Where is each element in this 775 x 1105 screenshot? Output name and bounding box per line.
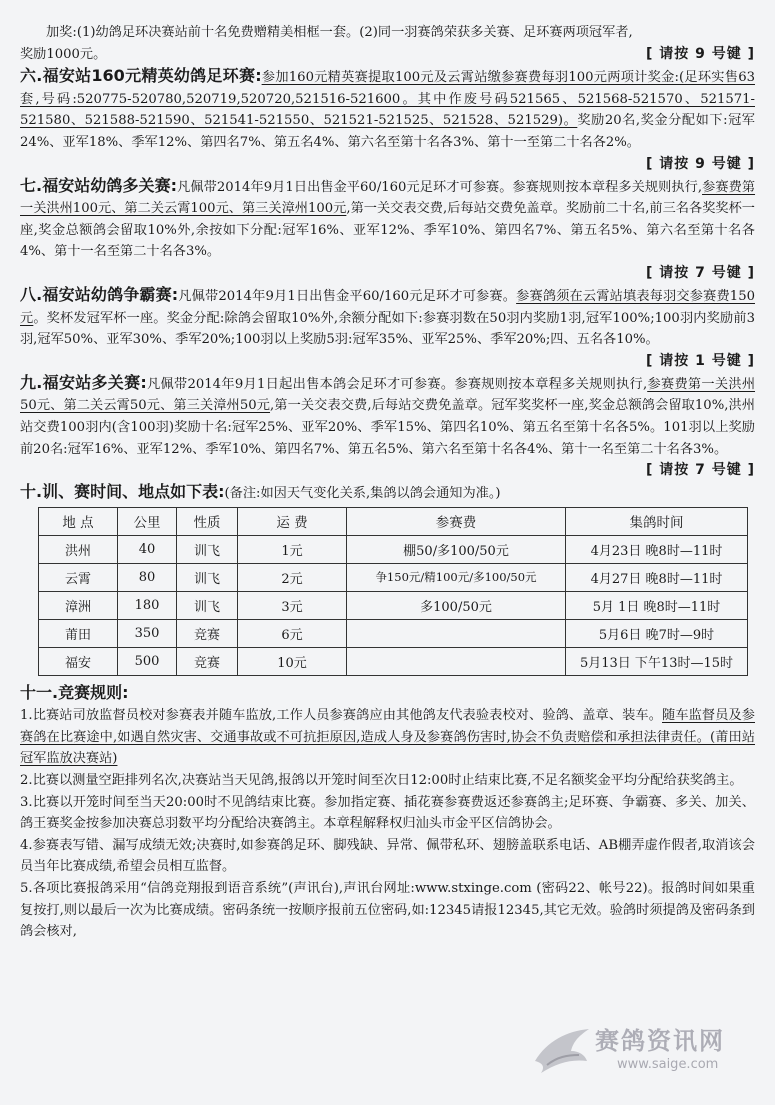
section-6-text: 奖励20名,奖金分配如下:冠军24%、亚军18%、季军12%、第四名7%、第五名4%、第六名至第十名各3%、第十一至第二十名各2%。 (20, 113, 755, 150)
section-7-heading: 七.福安站幼鸽多关赛: (20, 175, 178, 195)
cell-type: 竞赛 (177, 619, 238, 647)
cell-entry-fee: 棚50/多100/50元 (347, 535, 566, 563)
header-entry-fee: 参赛费 (347, 507, 566, 535)
header-distance: 公里 (118, 507, 177, 535)
section-8-key-line (20, 351, 755, 372)
table-row (39, 619, 748, 647)
section-11 (20, 682, 755, 706)
section-7-text-1: 凡佩带2014年9月1日出售金平60/160元足环才可参赛。参赛规则按本章程多关规则执行, (177, 179, 703, 195)
section-8-underlined: 参赛鸽须在云霄站填表每羽交参赛费150元 (20, 288, 755, 326)
rule-3: 3.比赛以开笼时间至当天20:00时不见鸽结束比赛。参加指定赛、插花赛参赛费返还参赛鸽主;足环赛、争霸赛、多关、加关、鸽王赛奖金按参加决赛总羽数平均分配给决赛鸽主。本章程解释权归汕头市金平区信鸽协会。 (20, 794, 755, 832)
document-page (20, 22, 755, 943)
rule-1 (20, 705, 755, 770)
dove-logo-icon (527, 1021, 597, 1081)
section-9-text-1: 凡佩带2014年9月1日起出售本鸽会足环才可参赛。参赛规则按本章程多关规则执行, (146, 376, 648, 392)
cell-distance: 350 (118, 619, 177, 647)
section-7-text-2: ,第一关交表交费,后每站交费免盖章。奖励前二十名,前三名各奖奖杯一座,奖金总额鸽会留取10%外,余按如下分配:冠军16%、亚军12%、季军10%、第四名7%、第五名5%、第六名至第十名各4%、第十一名至第二十名各3%。 (20, 201, 755, 260)
cell-entry-fee (347, 619, 566, 647)
section-10 (20, 481, 755, 505)
cell-location: 云霄 (39, 563, 118, 591)
section-9-key-hint: [ 请按 7 号键 ] (645, 462, 755, 479)
section-8-text-1: 凡佩带2014年9月1日出售金平60/160元足环才可参赛。 (178, 288, 517, 304)
cell-freight: 2元 (238, 563, 347, 591)
bonus-line-1: 加奖:(1)幼鸽足环决赛站前十名免费赠精美相框一套。(2)同一羽赛鸽荣获多关赛、足环赛两项冠军者, (46, 25, 633, 40)
section-9-underlined: 参赛费第一关洪州50元、第二关云霄50元、第三关漳州50元 (20, 376, 756, 414)
watermark-url: www.saige.com (617, 1057, 719, 1072)
header-freight: 运 费 (238, 507, 347, 535)
cell-collection-time: 5月 1日 晚8时—11时 (566, 591, 748, 619)
rule-1-underlined: 随车监督员及参赛鸽在比赛途中,如遇自然灾害、交通事故或不可抗拒原因,造成人身及参赛鸽伤害时,协会不负责赔偿和承担法律责任。(莆田站冠军监放决赛站) (20, 708, 755, 767)
section-6 (20, 65, 755, 153)
cell-entry-fee (347, 647, 566, 675)
cell-freight: 3元 (238, 591, 347, 619)
section-7-underlined: 参赛费第一关洪州100元、第二关云霄100元、第三关漳州100元 (20, 179, 756, 217)
cell-location: 莆田 (39, 619, 118, 647)
rule-4: 4.参赛表写错、漏写成绩无效;决赛时,如参赛鸽足环、脚残缺、异常、佩带私环、翅膀盖联系电话、AB棚弄虚作假者,取消该会员当年比赛成绩,希望会员相互监督。 (20, 837, 755, 875)
section-10-note: (备注:如因天气变化关系,集鸽以鸽会通知为准。) (224, 486, 501, 502)
table-row (39, 647, 748, 675)
section-11-heading: 十一.竞赛规则: (20, 682, 129, 702)
section-7-key-hint: [ 请按 7 号键 ] (645, 264, 755, 281)
rule-2: 2.比赛以测量空距排列名次,决赛站当天见鸽,报鸽以开笼时间至次日12:00时止结束比赛,不足名额奖金平均分配给获奖鸽主。 (20, 773, 743, 789)
cell-entry-fee: 争150元/精100元/多100/50元 (347, 563, 566, 591)
header-location: 地 点 (39, 507, 118, 535)
cell-collection-time: 5月6日 晚7时—9时 (566, 619, 748, 647)
cell-collection-time: 4月23日 晚8时—11时 (566, 535, 748, 563)
table-row (39, 535, 748, 563)
section-6-heading: 六.福安站160元精英幼鸽足环赛: (20, 66, 262, 86)
cell-distance: 40 (118, 535, 177, 563)
section-8-text-2: 。奖杯发冠军杯一座。奖金分配:除鸽会留取10%外,余额分配如下:参赛羽数在50羽内奖励1羽,冠军100%;100羽内奖励前3羽,冠军50%、亚军30%、季军20%;100羽以上奖励5羽:冠军35%、亚军25%、季军20%;四、五名各10%。 (20, 310, 755, 348)
cell-type: 竞赛 (177, 647, 238, 675)
section-8 (20, 284, 755, 351)
section-9 (20, 372, 755, 460)
rule-5: 5.各项比赛报鸽采用“信鸽竞翔报到语音系统”(声讯台),声讯台网址:www.stxinge.com (密码22、帐号22)。报鸽时间如果重复按打,则以最后一次为比赛成绩。密码条统一按顺序报前五位密码,如:12345请报12345,其它无效。验鸽时须提鸽及密码条到鸽会核对, (20, 881, 755, 940)
section-9-key-line (20, 460, 755, 481)
table-row (39, 563, 748, 591)
section-7 (20, 175, 755, 263)
cell-freight: 10元 (238, 647, 347, 675)
cell-type: 训飞 (177, 535, 238, 563)
rules-list (20, 705, 755, 943)
cell-location: 漳洲 (39, 591, 118, 619)
section-8-heading: 八.福安站幼鸽争霸赛: (20, 284, 179, 304)
cell-freight: 6元 (238, 619, 347, 647)
cell-type: 训飞 (177, 591, 238, 619)
section-8-key-hint: [ 请按 1 号键 ] (645, 352, 755, 369)
section-9-text-2: ,第一关交表交费,后每站交费免盖章。冠军奖奖杯一座,奖金总额鸽会留取10%,洪州站交费100羽内(含100羽)奖励十名:冠军25%、亚军20%、季军15%、第四名10%、第五名至第十名各5%。101羽以上奖励前20名:冠军16%、亚军12%、季军10%、第四名7%、第五名5%、第六名至第十名各4%、第十一名至第二十名各3%。 (20, 398, 755, 457)
cell-distance: 500 (118, 647, 177, 675)
section-6-underlined: 参加160元精英赛提取100元及云霄站缴参赛费每羽100元两项计奖金:(足环实售63套,号码:520775-520780,520719,520720,521516-521600。其中作废号码521565、521568-521570、521571-521580、521588-521590、521541-521550、521521-521525、521528、521529)。 (20, 70, 755, 129)
cell-distance: 80 (118, 563, 177, 591)
cell-collection-time: 4月27日 晚8时—11时 (566, 563, 748, 591)
cell-location: 洪州 (39, 535, 118, 563)
schedule-header-row (39, 507, 748, 535)
header-collection-time: 集鸽时间 (566, 507, 748, 535)
section-7-key-line (20, 263, 755, 284)
bonus-line-2 (20, 44, 755, 66)
section-10-heading: 十.训、赛时间、地点如下表: (20, 482, 225, 502)
cell-entry-fee: 多100/50元 (347, 591, 566, 619)
cell-distance: 180 (118, 591, 177, 619)
bonus-line-2-text: 奖励1000元。 (20, 46, 107, 62)
cell-type: 训飞 (177, 563, 238, 591)
header-type: 性质 (177, 507, 238, 535)
cell-collection-time: 5月13日 下午13时—15时 (566, 647, 748, 675)
table-row (39, 591, 748, 619)
rule-1-text: 1.比赛站司放监督员校对参赛表并随车监放,工作人员参赛鸽应由其他鸽友代表验表校对、验鸽、盖章、装车。 (20, 708, 663, 724)
section-6-key-hint: [ 请按 9 号键 ] (645, 155, 755, 172)
cell-location: 福安 (39, 647, 118, 675)
schedule-table (38, 507, 748, 676)
bonus-key-hint: [ 请按 9 号键 ] (645, 45, 755, 62)
cell-freight: 1元 (238, 535, 347, 563)
watermark (527, 1017, 757, 1087)
watermark-text: 赛鸽资讯网 (595, 1027, 725, 1055)
section-6-key-line (20, 154, 755, 175)
section-9-heading: 九.福安站多关赛: (20, 372, 147, 392)
